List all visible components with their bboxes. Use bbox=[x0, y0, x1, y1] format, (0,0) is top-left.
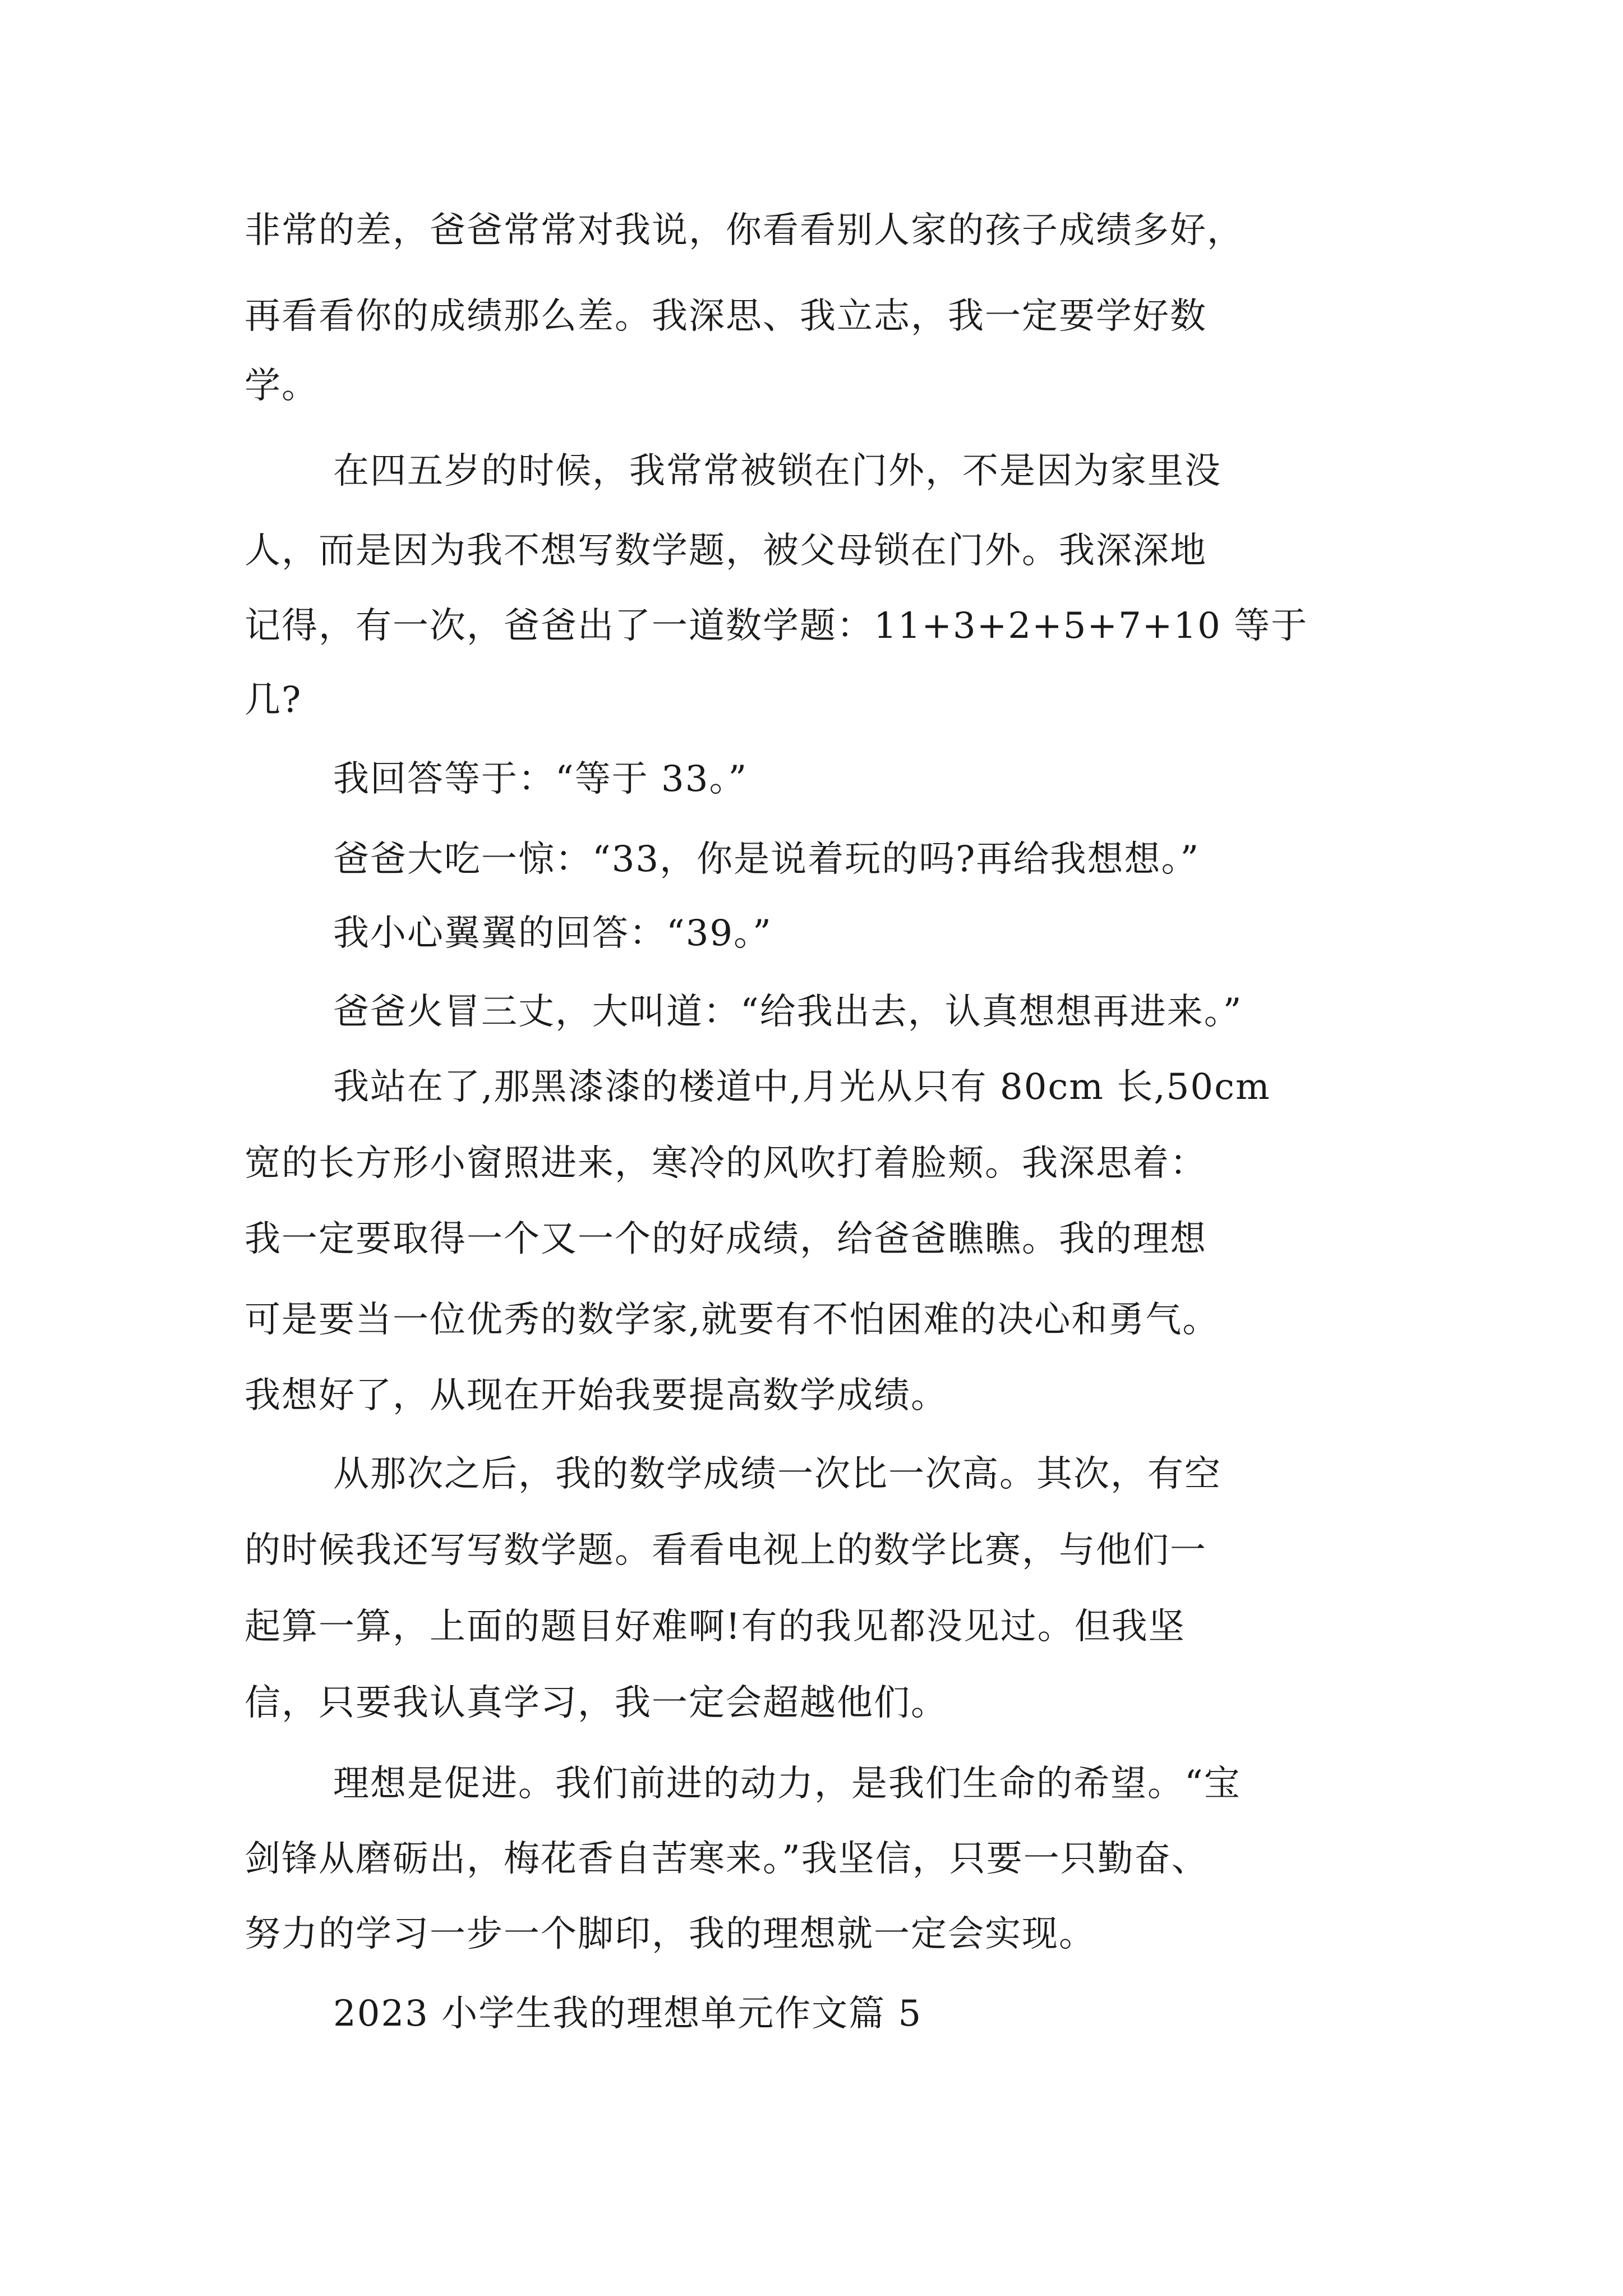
paragraph-first-line: 我小心翼翼的回答：“39。” bbox=[333, 913, 772, 954]
text-line: 努力的学习一步一个脚印，我的理想就一定会实现。 bbox=[245, 1913, 1096, 1955]
paragraph-first-line: 我站在了,那黑漆漆的楼道中,月光从只有 80cm 长,50cm bbox=[333, 1066, 1271, 1108]
section-heading: 2023 小学生我的理想单元作文篇 5 bbox=[333, 1993, 923, 2035]
text-line: 非常的差，爸爸常常对我说，你看看别人家的孩子成绩多好， bbox=[245, 210, 1244, 251]
text-line: 我想好了，从现在开始我要提高数学成绩。 bbox=[245, 1375, 948, 1416]
paragraph-first-line: 爸爸大吃一惊：“33，你是说着玩的吗?再给我想想。” bbox=[333, 839, 1200, 880]
text-line: 信，只要我认真学习，我一定会超越他们。 bbox=[245, 1682, 948, 1724]
text-line: 记得，有一次，爸爸出了一道数学题：11+3+2+5+7+10 等于 bbox=[245, 605, 1308, 647]
paragraph-first-line: 理想是促进。我们前进的动力，是我们生命的希望。“宝 bbox=[333, 1763, 1241, 1805]
paragraph-first-line: 在四五岁的时候，我常常被锁在门外，不是因为家里没 bbox=[333, 450, 1221, 492]
paragraph-first-line: 爸爸火冒三丈，大叫道：“给我出去，认真想想再进来。” bbox=[333, 991, 1243, 1033]
paragraph-first-line: 从那次之后，我的数学成绩一次比一次高。其次，有空 bbox=[333, 1453, 1221, 1495]
text-line: 剑锋从磨砺出，梅花香自苦寒来。”我坚信，只要一只勤奋、 bbox=[245, 1838, 1209, 1880]
text-line: 几? bbox=[245, 679, 302, 721]
paragraph-first-line: 我回答等于：“等于 33。” bbox=[333, 758, 748, 800]
text-line: 宽的长方形小窗照进来，寒冷的风吹打着脸颊。我深思着： bbox=[245, 1143, 1207, 1184]
text-line: 我一定要取得一个又一个的好成绩，给爸爸瞧瞧。我的理想 bbox=[245, 1218, 1207, 1260]
text-line: 人，而是因为我不想写数学题，被父母锁在门外。我深深地 bbox=[245, 530, 1207, 572]
text-line: 起算一算，上面的题目好难啊!有的我见都没见过。但我坚 bbox=[245, 1606, 1186, 1648]
text-line: 再看看你的成绩那么差。我深思、我立志，我一定要学好数 bbox=[245, 296, 1207, 337]
text-line: 的时候我还写写数学题。看看电视上的数学比赛，与他们一 bbox=[245, 1530, 1207, 1571]
text-line: 学。 bbox=[245, 365, 319, 407]
text-line: 可是要当一位优秀的数学家,就要有不怕困难的决心和勇气。 bbox=[245, 1299, 1220, 1341]
